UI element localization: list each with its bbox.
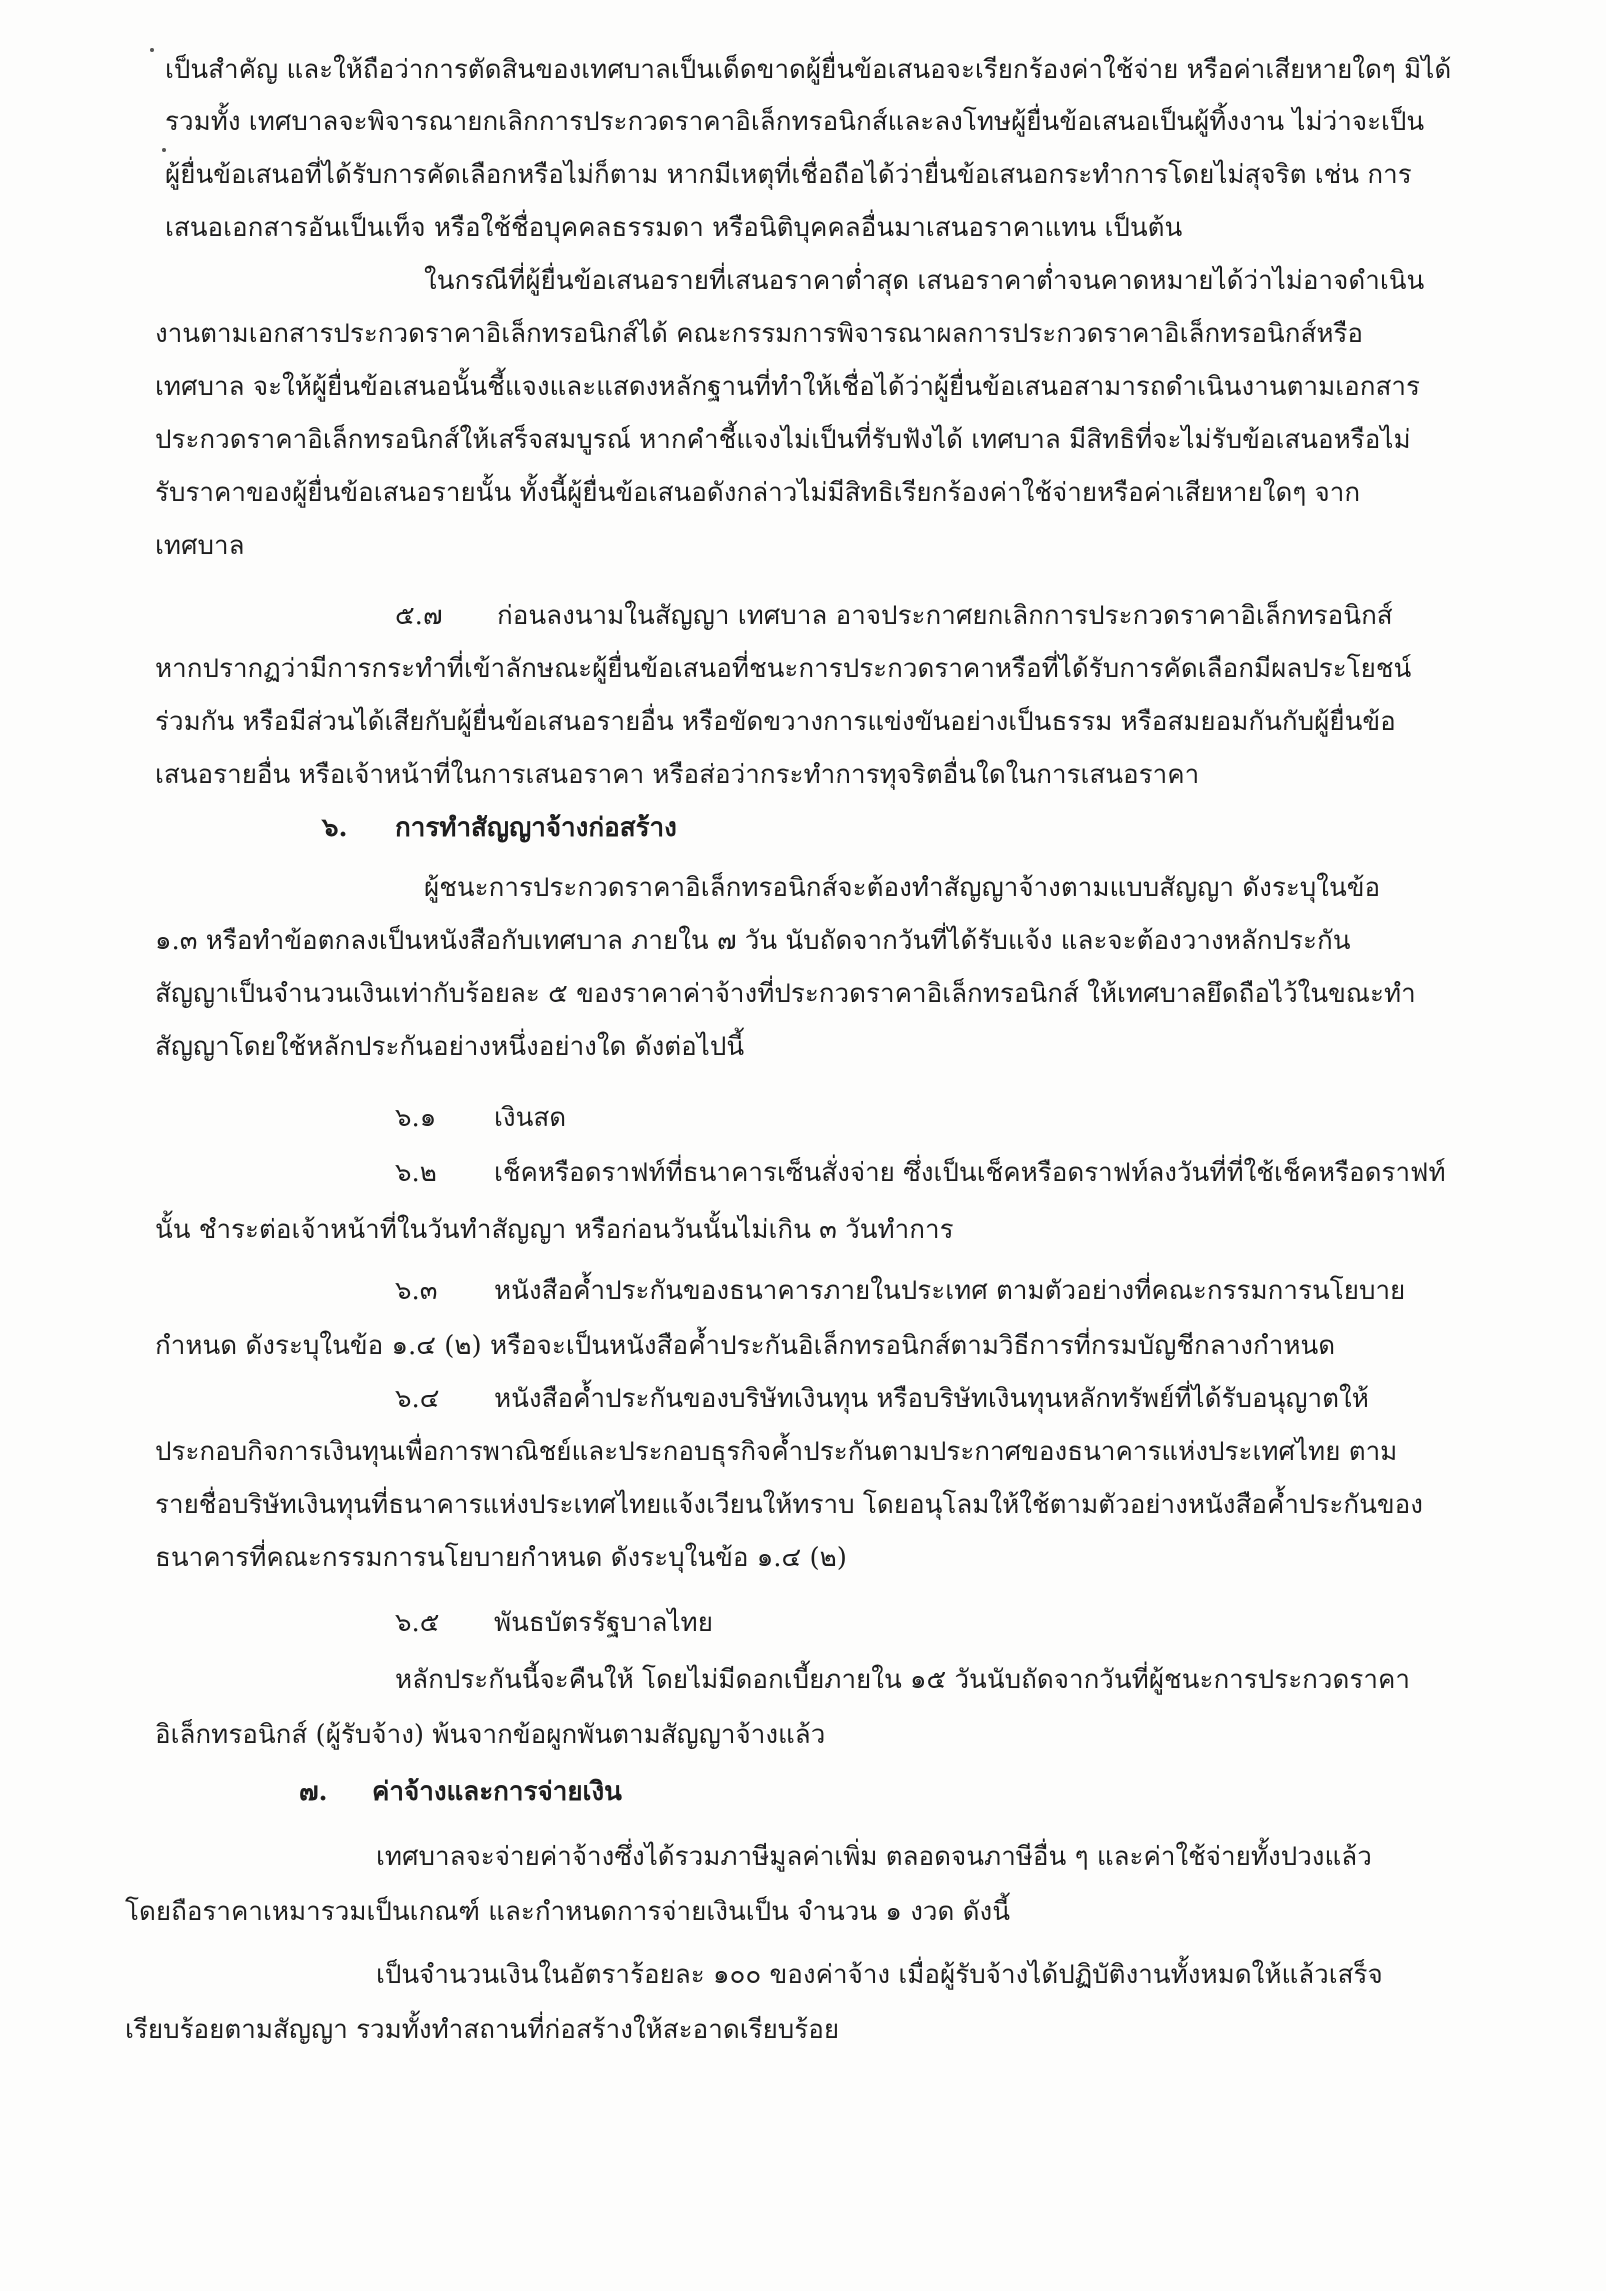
section-heading: การทำสัญญาจ้างก่อสร้าง <box>395 813 677 843</box>
section-number: ๗. <box>299 1777 328 1807</box>
subsection-number: ๖.๓ <box>395 1276 438 1306</box>
text-line: เป็นสำคัญ และให้ถือว่าการตัดสินของเทศบาลเป็นเด็ดขาดผู้ยื่นข้อเสนอจะเรียกร้องค่าใช้จ่าย หรือค่าเสียหายใดๆ มิได้ <box>165 55 1452 85</box>
text-line: เงินสด <box>494 1103 567 1133</box>
text-line: งานตามเอกสารประกวดราคาอิเล็กทรอนิกส์ได้ คณะกรรมการพิจารณาผลการประกวดราคาอิเล็กทรอนิกส์หรือ <box>155 319 1364 349</box>
text-line: รายชื่อบริษัทเงินทุนที่ธนาคารแห่งประเทศไทยแจ้งเวียนให้ทราบ โดยอนุโลมให้ใช้ตามตัวอย่างหนังสือค้ำประกันของ <box>155 1490 1423 1520</box>
text-line: เช็คหรือดราฟท์ที่ธนาคารเซ็นสั่งจ่าย ซึ่งเป็นเช็คหรือดราฟท์ลงวันที่ที่ใช้เช็คหรือดราฟท์ <box>494 1158 1446 1188</box>
text-line: ก่อนลงนามในสัญญา เทศบาล อาจประกาศยกเลิกการประกวดราคาอิเล็กทรอนิกส์ <box>497 601 1393 631</box>
text-line: ผู้ชนะการประกวดราคาอิเล็กทรอนิกส์จะต้องทำสัญญาจ้างตามแบบสัญญา ดังระบุในข้อ <box>424 873 1381 903</box>
text-line: สัญญาเป็นจำนวนเงินเท่ากับร้อยละ ๕ ของราคาค่าจ้างที่ประกวดราคาอิเล็กทรอนิกส์ ให้เทศบาลยึดถือไว้ในขณะทำ <box>155 979 1416 1009</box>
text-line: ในกรณีที่ผู้ยื่นข้อเสนอรายที่เสนอราคาต่ำสุด เสนอราคาต่ำจนคาดหมายได้ว่าไม่อาจดำเนิน <box>424 266 1425 296</box>
section-heading: ค่าจ้างและการจ่ายเงิน <box>372 1777 622 1807</box>
text-line: กำหนด ดังระบุในข้อ ๑.๔ (๒) หรือจะเป็นหนังสือค้ำประกันอิเล็กทรอนิกส์ตามวิธีการที่กรมบัญชีกลางกำหนด <box>155 1331 1336 1361</box>
scan-speck <box>150 48 154 52</box>
text-line: เรียบร้อยตามสัญญา รวมทั้งทำสถานที่ก่อสร้างให้สะอาดเรียบร้อย <box>125 2015 840 2045</box>
text-line: รวมทั้ง เทศบาลจะพิจารณายกเลิกการประกวดราคาอิเล็กทรอนิกส์และลงโทษผู้ยื่นข้อเสนอเป็นผู้ทิ้งงาน ไม่ว่าจะเป็น <box>165 107 1425 137</box>
text-line: ร่วมกัน หรือมีส่วนได้เสียกับผู้ยื่นข้อเสนอรายอื่น หรือขัดขวางการแข่งขันอย่างเป็นธรรม หรือสมยอมกันกับผู้ยื่นข้อ <box>155 707 1396 737</box>
text-line: เทศบาล <box>155 531 245 561</box>
text-line: ประกวดราคาอิเล็กทรอนิกส์ให้เสร็จสมบูรณ์ หากคำชี้แจงไม่เป็นที่รับฟังได้ เทศบาล มีสิทธิที่จะไม่รับข้อเสนอหรือไม่ <box>155 425 1411 455</box>
text-line: ธนาคารที่คณะกรรมการนโยบายกำหนด ดังระบุในข้อ ๑.๔ (๒) <box>155 1543 847 1573</box>
text-line: เสนอเอกสารอันเป็นเท็จ หรือใช้ชื่อบุคคลธรรมดา หรือนิติบุคคลอื่นมาเสนอราคาแทน เป็นต้น <box>165 213 1183 243</box>
text-line: หากปรากฏว่ามีการกระทำที่เข้าลักษณะผู้ยื่นข้อเสนอที่ชนะการประกวดราคาหรือที่ได้รับการคัดเลือกมีผลประโยชน์ <box>155 654 1412 684</box>
text-line: สัญญาโดยใช้หลักประกันอย่างหนึ่งอย่างใด ดังต่อไปนี้ <box>155 1032 745 1062</box>
text-line: โดยถือราคาเหมารวมเป็นเกณฑ์ และกำหนดการจ่ายเงินเป็น จำนวน ๑ งวด ดังนี้ <box>125 1897 1010 1927</box>
subsection-number: ๖.๑ <box>395 1103 437 1133</box>
text-line: หนังสือค้ำประกันของธนาคารภายในประเทศ ตามตัวอย่างที่คณะกรรมการนโยบาย <box>494 1276 1406 1306</box>
text-line: ผู้ยื่นข้อเสนอที่ได้รับการคัดเลือกหรือไม่ก็ตาม หากมีเหตุที่เชื่อถือได้ว่ายื่นข้อเสนอกระทำการโดยไม่สุจริต เช่น การ <box>165 160 1412 190</box>
text-line: หนังสือค้ำประกันของบริษัทเงินทุน หรือบริษัทเงินทุนหลักทรัพย์ที่ได้รับอนุญาตให้ <box>494 1384 1369 1414</box>
text-line: เทศบาลจะจ่ายค่าจ้างซึ่งได้รวมภาษีมูลค่าเพิ่ม ตลอดจนภาษีอื่น ๆ และค่าใช้จ่ายทั้งปวงแล้ว <box>376 1842 1372 1872</box>
subsection-number: ๖.๔ <box>395 1384 440 1414</box>
section-number: ๕.๗ <box>395 601 443 631</box>
subsection-number: ๖.๕ <box>395 1608 440 1638</box>
subsection-number: ๖.๒ <box>395 1158 437 1188</box>
text-line: เทศบาล จะให้ผู้ยื่นข้อเสนอนั้นชี้แจงและแสดงหลักฐานที่ทำให้เชื่อได้ว่าผู้ยื่นข้อเสนอสามารถดำเนินงานตามเอกสาร <box>155 372 1420 402</box>
text-line: ๑.๓ หรือทำข้อตกลงเป็นหนังสือกับเทศบาล ภายใน ๗ วัน นับถัดจากวันที่ได้รับแจ้ง และจะต้องวางหลักประกัน <box>155 926 1351 956</box>
text-line: อิเล็กทรอนิกส์ (ผู้รับจ้าง) พ้นจากข้อผูกพันตามสัญญาจ้างแล้ว <box>155 1720 826 1750</box>
scan-speck <box>162 148 166 152</box>
text-line: นั้น ชำระต่อเจ้าหน้าที่ในวันทำสัญญา หรือก่อนวันนั้นไม่เกิน ๓ วันทำการ <box>155 1215 954 1245</box>
text-line: ประกอบกิจการเงินทุนเพื่อการพาณิชย์และประกอบธุรกิจค้ำประกันตามประกาศของธนาคารแห่งประเทศไทย ตาม <box>155 1437 1398 1467</box>
text-line: เสนอรายอื่น หรือเจ้าหน้าที่ในการเสนอราคา หรือส่อว่ากระทำการทุจริตอื่นใดในการเสนอราคา <box>155 760 1200 790</box>
text-line: พันธบัตรรัฐบาลไทย <box>494 1608 713 1638</box>
section-number: ๖. <box>322 813 348 843</box>
text-line: เป็นจำนวนเงินในอัตราร้อยละ ๑๐๐ ของค่าจ้าง เมื่อผู้รับจ้างได้ปฏิบัติงานทั้งหมดให้แล้วเสร็จ <box>376 1960 1383 1990</box>
text-line: หลักประกันนี้จะคืนให้ โดยไม่มีดอกเบี้ยภายใน ๑๕ วันนับถัดจากวันที่ผู้ชนะการประกวดราคา <box>395 1665 1410 1695</box>
text-line: รับราคาของผู้ยื่นข้อเสนอรายนั้น ทั้งนี้ผู้ยื่นข้อเสนอดังกล่าวไม่มีสิทธิเรียกร้องค่าใช้จ่ายหรือค่าเสียหายใดๆ จาก <box>155 478 1361 508</box>
